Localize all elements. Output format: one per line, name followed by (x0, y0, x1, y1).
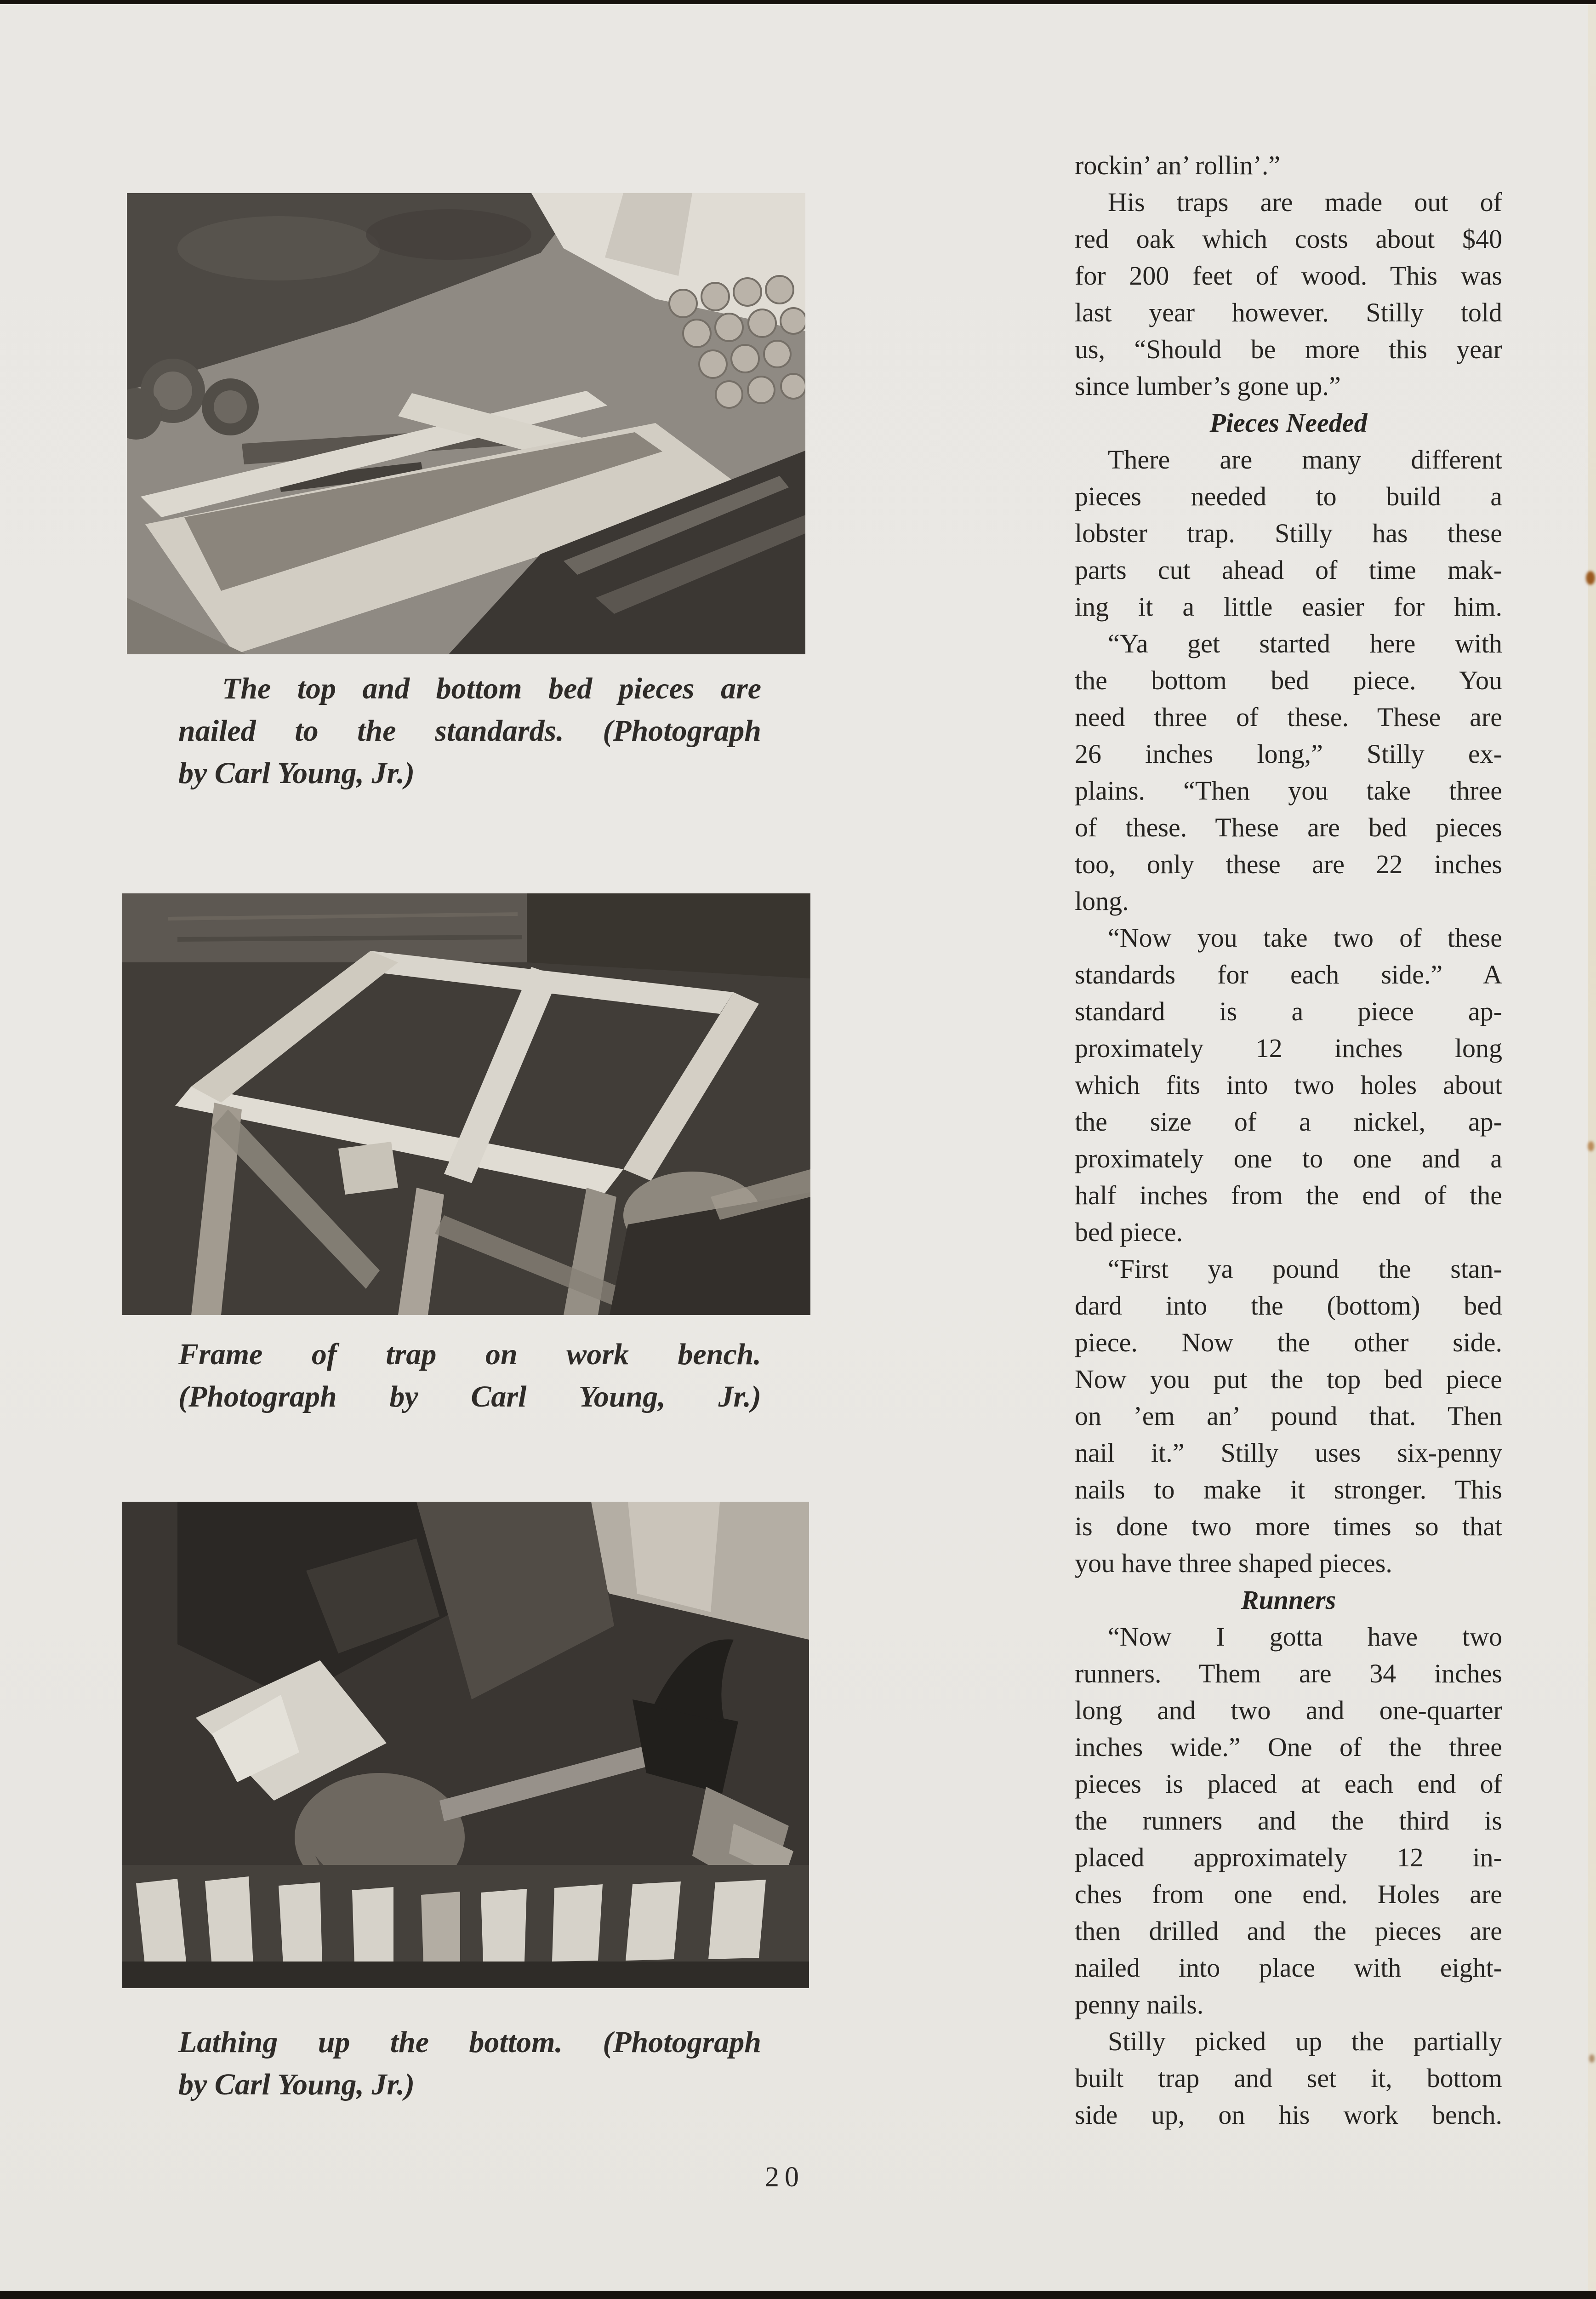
text-line: the runners and the third is (1075, 1806, 1502, 1836)
text-line: rockin’ an’ rollin’.” (1075, 150, 1281, 180)
text-line: nailed into place with eight- (1075, 1953, 1502, 1983)
photo-caption (178, 1333, 761, 1418)
text-line: plains. “Then you take three (1075, 776, 1502, 806)
text-line: too, only these are 22 inches (1075, 849, 1502, 879)
photo-lathing-hammer-image (122, 1502, 809, 1988)
text-line: last year however. Stilly told (1075, 297, 1502, 327)
text-line: Now you put the top bed piece (1075, 1364, 1502, 1394)
text-line: dard into the (bottom) bed (1075, 1291, 1502, 1321)
text-line: for 200 feet of wood. This was (1075, 261, 1502, 291)
text-line: lobster trap. Stilly has these (1075, 518, 1502, 548)
text-line: then drilled and the pieces are (1075, 1916, 1502, 1946)
photo-trap-frame (122, 893, 810, 1315)
text-line: is done two more times so that (1075, 1511, 1502, 1541)
text-line: ing it a little easier for him. (1075, 592, 1502, 622)
text-line: you have three shaped pieces. (1075, 1548, 1392, 1578)
text-line: side up, on his work bench. (1075, 2100, 1502, 2130)
article-text-column (1075, 147, 1502, 2133)
text-line: built trap and set it, bottom (1075, 2063, 1502, 2093)
text-line: piece. Now the other side. (1075, 1327, 1502, 1357)
text-line: nails to make it stronger. This (1075, 1475, 1502, 1504)
page-number: 20 (765, 2162, 804, 2193)
text-line: “Now I gotta have two (1108, 1622, 1502, 1652)
foxing-spot (1586, 571, 1595, 585)
text-line: “First ya pound the stan- (1108, 1254, 1502, 1284)
caption-line: Lathing up the bottom. (Photograph (178, 2025, 761, 2059)
text-line: us, “Should be more this year (1075, 334, 1502, 364)
text-line: standard is a piece ap- (1075, 996, 1502, 1026)
caption-line: Frame of trap on work bench. (178, 1338, 761, 1371)
text-line: half inches from the end of the (1075, 1180, 1502, 1210)
section-heading: Runners (1241, 1585, 1336, 1615)
text-line: proximately one to one and a (1075, 1144, 1502, 1173)
text-line: inches wide.” One of the three (1075, 1732, 1502, 1762)
text-line: the bottom bed piece. You (1075, 665, 1502, 695)
caption-line: nailed to the standards. (Photograph (178, 714, 761, 748)
scan-edge-top (0, 0, 1596, 4)
text-line: on ’em an’ pound that. Then (1075, 1401, 1502, 1431)
text-line: placed approximately 12 in- (1075, 1842, 1502, 1872)
photo-caption (178, 2021, 761, 2106)
scan-edge-bottom (0, 2291, 1596, 2299)
text-line: nail it.” Stilly uses six-penny (1075, 1438, 1502, 1468)
photo-bed-pieces-image (127, 193, 805, 654)
photo-bed-pieces (127, 193, 805, 654)
text-line: pieces is placed at each end of (1075, 1769, 1502, 1799)
text-line: Stilly picked up the partially (1108, 2026, 1502, 2056)
caption-line: by Carl Young, Jr.) (178, 2068, 415, 2101)
text-line: His traps are made out of (1108, 187, 1502, 217)
text-line: runners. Them are 34 inches (1075, 1658, 1502, 1688)
caption-line: by Carl Young, Jr.) (178, 756, 415, 790)
text-line: pieces needed to build a (1075, 481, 1502, 511)
text-line: penny nails. (1075, 1990, 1204, 2019)
text-line: which fits into two holes about (1075, 1070, 1502, 1100)
section-heading: Pieces Needed (1209, 408, 1368, 438)
text-line: bed piece. (1075, 1217, 1183, 1247)
caption-line: (Photograph by Carl Young, Jr.) (178, 1380, 761, 1413)
text-line: the size of a nickel, ap- (1075, 1107, 1502, 1137)
text-line: There are many different (1108, 445, 1502, 475)
foxing-spot (1589, 2054, 1595, 2063)
text-line: red oak which costs about $40 (1075, 224, 1502, 254)
text-line: long. (1075, 886, 1129, 916)
caption-line: The top and bottom bed pieces are (222, 672, 761, 705)
foxing-spot (1588, 1141, 1594, 1151)
text-line: long and two and one-quarter (1075, 1695, 1502, 1725)
photo-lathing-hammer (122, 1502, 809, 1988)
text-line: “Ya get started here with (1108, 629, 1502, 658)
text-line: proximately 12 inches long (1075, 1033, 1502, 1063)
text-line: ches from one end. Holes are (1075, 1879, 1502, 1909)
text-line: of these. These are bed pieces (1075, 812, 1502, 842)
text-line: since lumber’s gone up.” (1075, 371, 1341, 401)
photo-trap-frame-image (122, 893, 810, 1315)
text-line: parts cut ahead of time mak- (1075, 555, 1502, 585)
text-line: “Now you take two of these (1108, 923, 1502, 953)
text-line: 26 inches long,” Stilly ex- (1075, 739, 1502, 769)
text-line: need three of these. These are (1075, 702, 1502, 732)
photo-caption (178, 668, 761, 795)
text-line: standards for each side.” A (1075, 960, 1502, 989)
